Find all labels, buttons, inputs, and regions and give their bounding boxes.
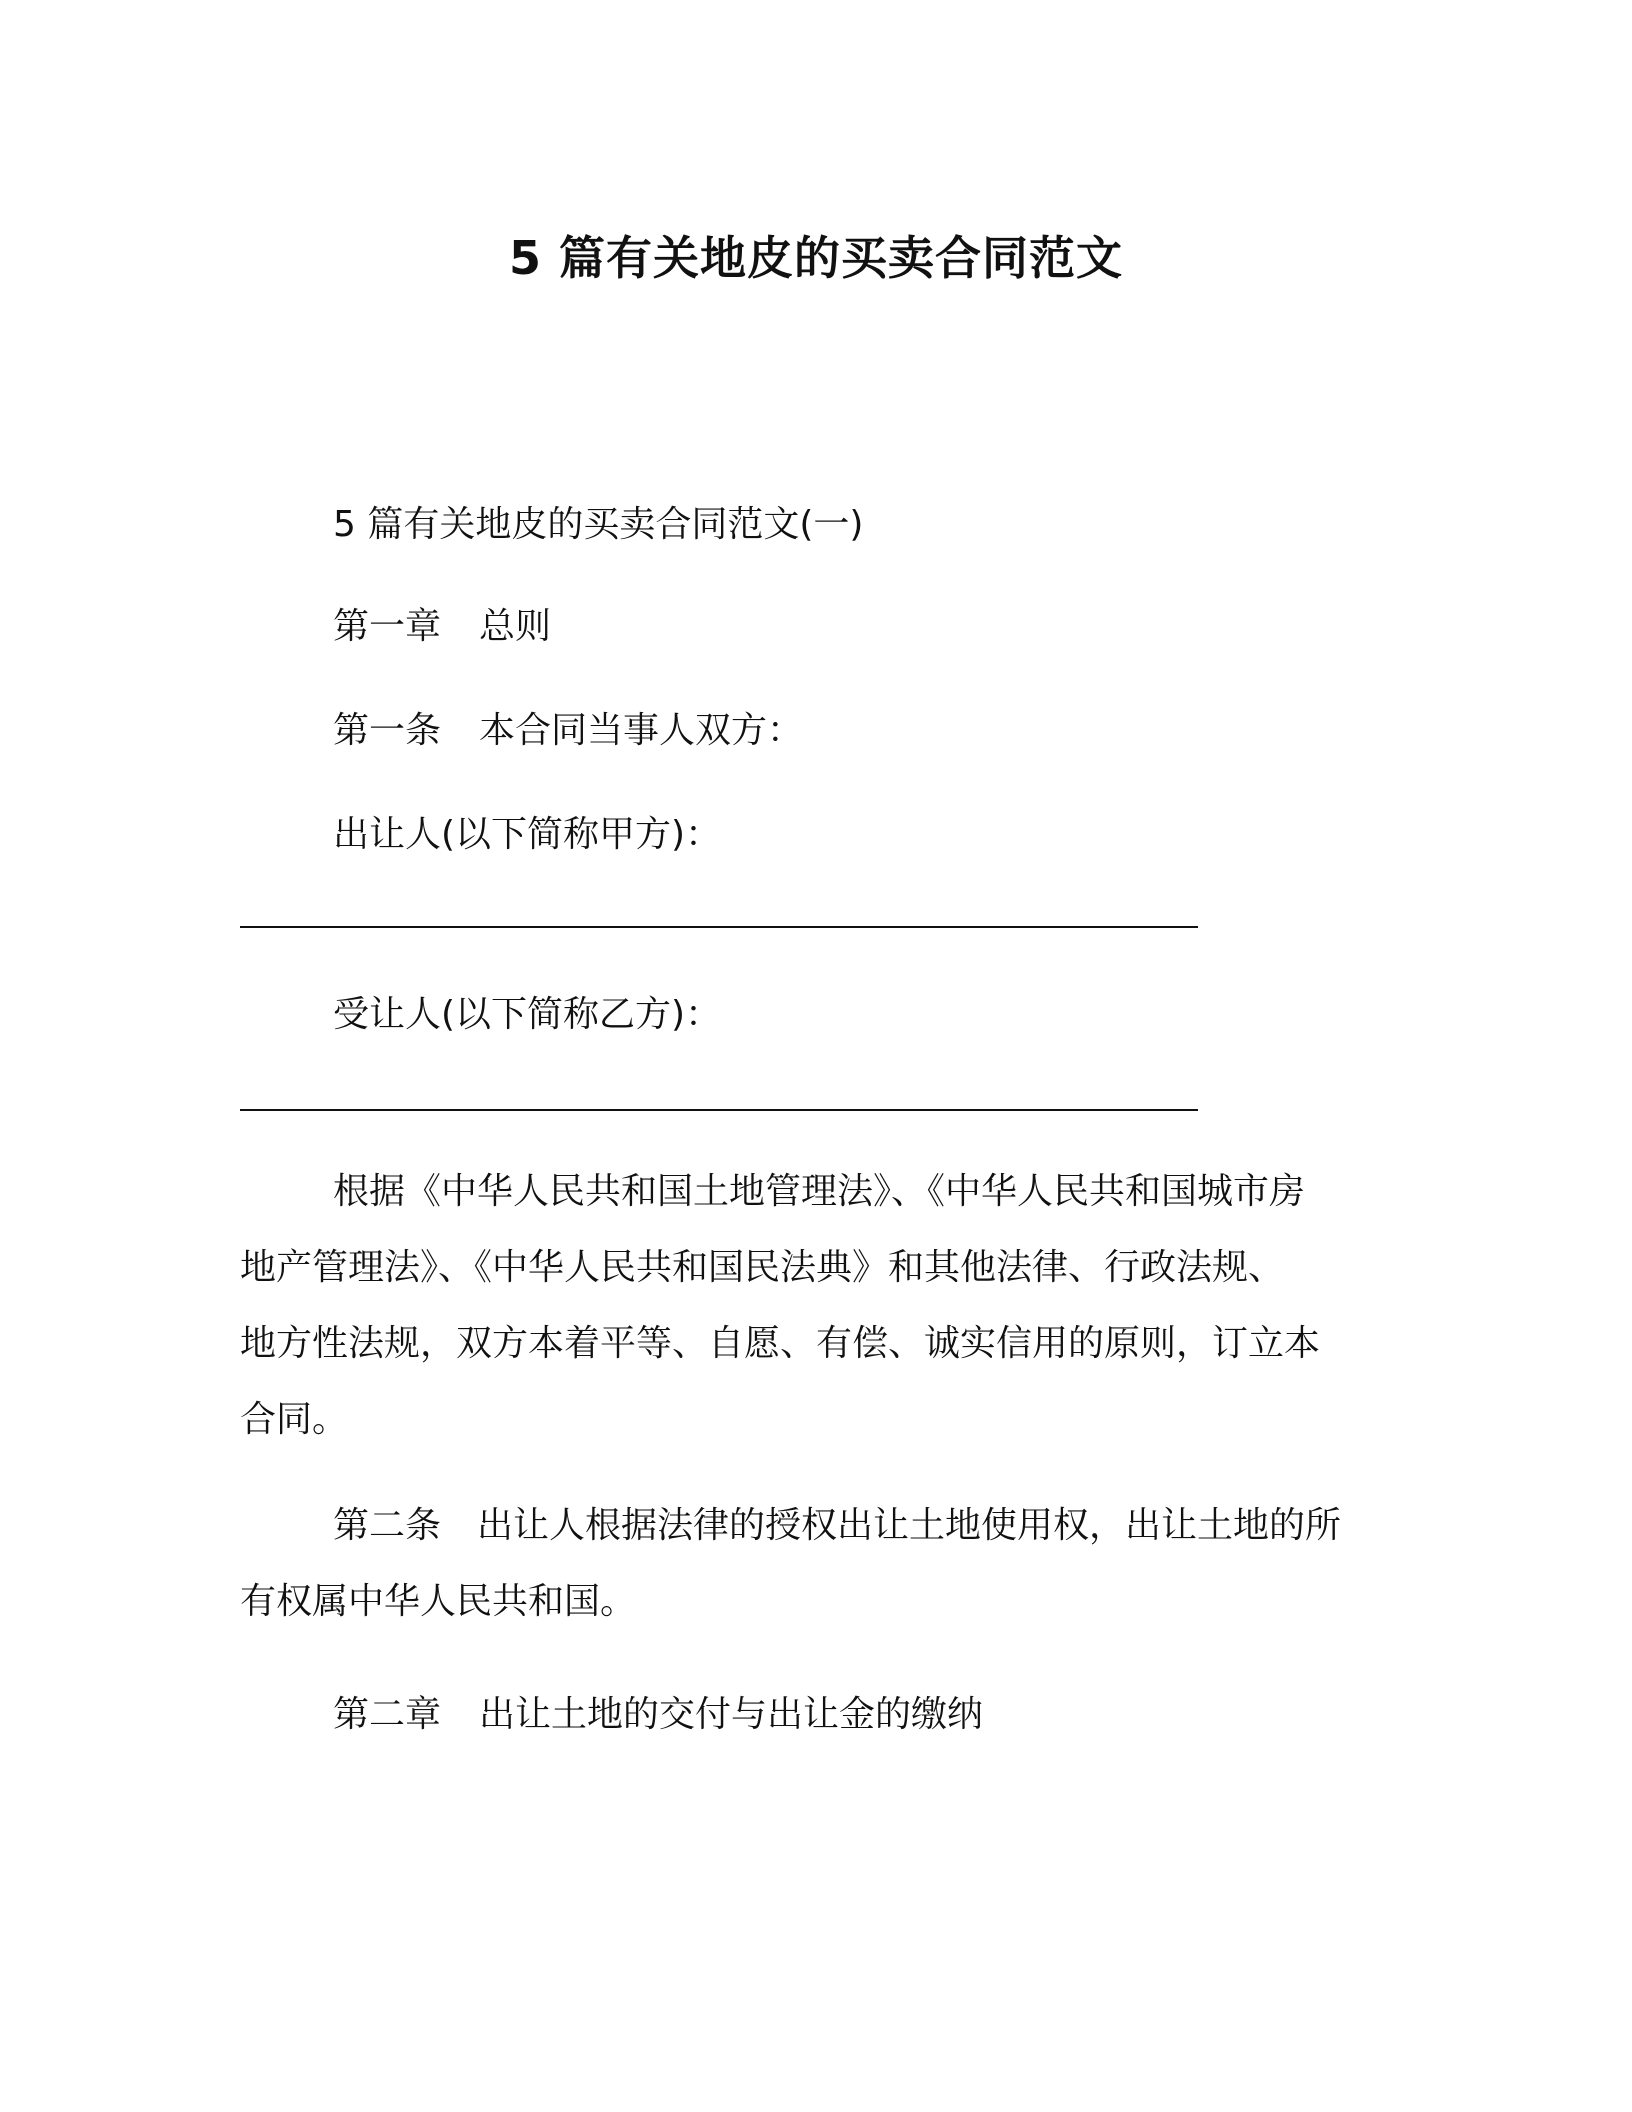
chapter-two-label: 第二章 — [333, 1694, 442, 1735]
chapter-one — [333, 598, 551, 649]
chapter-one-label: 第一章 — [333, 606, 442, 647]
article-one — [333, 702, 803, 753]
transferor-blank-line — [240, 926, 1198, 928]
transferee-blank-line — [240, 1109, 1198, 1111]
transferor-line: 出让人(以下简称甲方)： — [333, 814, 722, 855]
article-one-text: 本合同当事人双方： — [479, 710, 804, 751]
article-one-label: 第一条 — [333, 710, 442, 751]
basis-paragraph — [240, 1154, 1390, 1458]
chapter-one-text: 总则 — [479, 606, 552, 647]
article-two-paragraph — [240, 1488, 1390, 1640]
basis-line: 地产管理法》、《中华人民共和国民法典》和其他法律、行政法规、 — [240, 1247, 1285, 1288]
article-two-line: 有权属中华人民共和国。 — [240, 1581, 637, 1622]
chapter-two-text: 出让土地的交付与出让金的缴纳 — [479, 1694, 984, 1735]
article-two-line: 第二条 出让人根据法律的授权出让土地使用权，出让土地的所 — [333, 1505, 1342, 1546]
section-heading: 5 篇有关地皮的买卖合同范文(一) — [333, 504, 864, 545]
basis-line: 根据《中华人民共和国土地管理法》、《中华人民共和国城市房 — [333, 1171, 1306, 1212]
basis-line: 地方性法规，双方本着平等、自愿、有偿、诚实信用的原则，订立本 — [240, 1323, 1321, 1364]
chapter-two — [333, 1686, 983, 1737]
transferee-line: 受让人(以下简称乙方)： — [333, 994, 722, 1035]
basis-line: 合同。 — [240, 1399, 349, 1440]
document-title: 5 篇有关地皮的买卖合同范文 — [508, 231, 1124, 285]
